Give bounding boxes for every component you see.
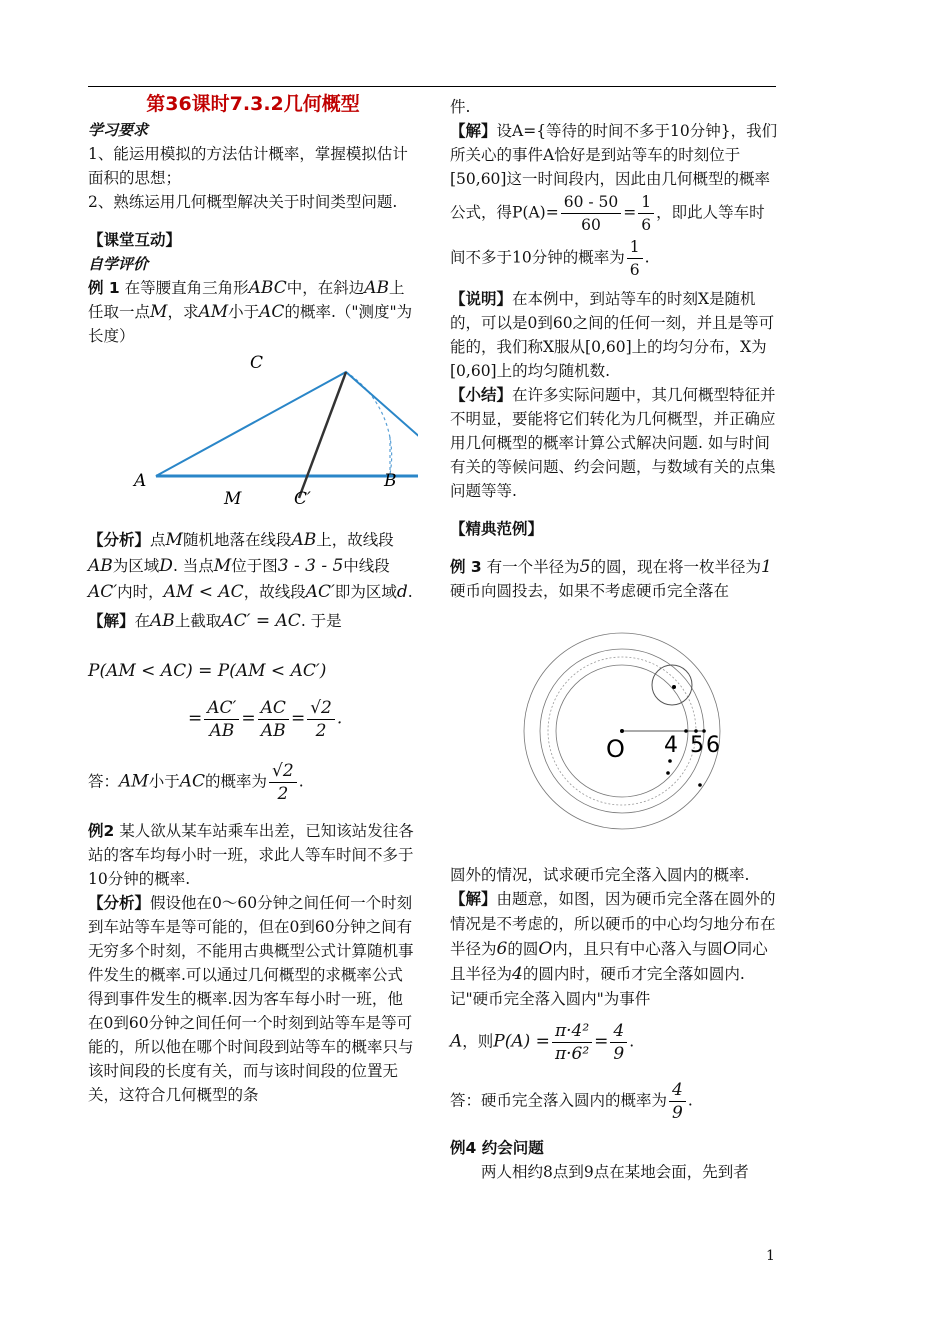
example-3: 例 3 有一个半径为5的圆，现在将一枚半径为1硬币向圆投去，如果不考虑硬币完全落在 — [450, 557, 772, 600]
solution-3: 【解】由题意，如图，因为硬币完全落在圆外的情况是不考虑的，所以硬币的中心均匀地分布在半径为6的圆O内，且只有中心落入与圆O同心且半径为4的圆内时，硬币才完全落如圆内. 记"硬币完全落入圆内"为事件 — [450, 890, 776, 1008]
header-rule — [88, 86, 776, 87]
analysis-2: 【分析】假设他在0～60分钟之间任何一个时刻到车站等车是等可能的，但在0到60分钟之间有无穷多个时刻，不能用古典概型公式计算随机事件发生的概率.可以通过几何概型的求概率公式得到事件发生的概率.因为客车每小时一班，他在0到60分钟之间任何一个时刻到站等车是等可能的，所以他在哪个时间段到站等车的概率只与该时间段的长度有关，而与该时间段的位置无关，这符合几何概型的条 — [88, 894, 414, 1104]
page-number: 1 — [766, 1248, 775, 1264]
note: 【说明】在本例中，到站等车的时刻X是随机的，可以是0到60之间的任何一刻，并且是等可能的，我们称X服从[0,60]上的均匀分布，X为[0,60]上的均匀随机数. — [450, 290, 775, 380]
solution-3-formula: A，则P(A) = $\frac{\text{π·4²}}{\text{π·6²}}$ = $\frac{4}{9}$ . — [450, 1021, 635, 1064]
requirements-heading: 学习要求 — [88, 121, 149, 139]
equation-2: = $\frac{AC'}{AB}$ = $\frac{AC}{AB}$ = $\frac{√2}{2}$ . — [188, 698, 343, 741]
solution-2: 【解】设A={等待的时间不多于10分钟}，我们所关心的事件A恰好是到站等车的时刻位于[50,60]这一时间段内，因此由几何概型的概率公式，得P(A)= $\frac{60 - 50}{60}$ = $\frac{1}{6}$ ，即此人等车时间不多于10分钟的概率为 $\frac{1}{6}$ . — [450, 122, 778, 279]
label-5: 5 — [690, 733, 704, 758]
example-1: 例 1 在等腰直角三角形ABC中，在斜边AB上任取一点M，求AM小于AC的概率.（"测度"为长度） — [88, 278, 413, 345]
solution-1: 【解】在AB上截取AC′ = AC. 于是 — [88, 611, 342, 631]
label-4: 4 — [664, 733, 678, 758]
label-B: B — [384, 471, 397, 491]
answer-3: 答：硬币完全落入圆内的概率为 $\frac{4}{9}$ . — [450, 1080, 693, 1123]
example-2: 例2 某人欲从某车站乘车出差，已知该站发往各站的客车均每小时一班，求此人等车时间不多于10分钟的概率. — [88, 822, 414, 888]
answer-1: 答：AM小于AC的概率为 $\frac{√2}{2}$ . — [88, 761, 304, 804]
label-M: M — [224, 489, 242, 509]
requirement-1: 1、能运用模拟的方法估计概率，掌握模拟估计面积的思想； — [88, 145, 408, 187]
section-examples: 【精典范例】 — [450, 520, 544, 538]
continuation: 件. — [450, 98, 471, 116]
label-6: 6 — [706, 733, 720, 758]
requirement-2: 2、熟练运用几何概型解决关于时间类型问题. — [88, 193, 398, 211]
label-O: O — [606, 735, 625, 763]
example-3-cont: 圆外的情况，试求硬币完全落入圆内的概率. — [450, 866, 750, 884]
example-4-text: 两人相约8点到9点在某地会面，先到者 — [481, 1163, 749, 1181]
triangle-figure — [88, 352, 418, 527]
left-column — [88, 92, 418, 1107]
analysis-1: 【分析】点M随机地落在线段AB上，故线段AB为区域D. 当点M位于图3 - 3 - 5中线段AC′内时，AM < AC，故线段AC′即为区域d. — [88, 530, 413, 602]
self-eval-heading: 自学评价 — [88, 255, 149, 273]
label-C-prime: C′ — [294, 489, 311, 509]
right-column — [450, 92, 780, 1184]
equation-1: P(AM < AC) = P(AM < AC′) — [88, 661, 327, 681]
section-interaction: 【课堂互动】 — [88, 231, 182, 249]
summary: 【小结】在许多实际问题中，其几何概型特征并不明显，要能将它们转化为几何概型，并正确应用几何概型的概率计算公式解决问题. 如与时间有关的等候问题、约会问题，与数域有关的点集问题等等. — [450, 386, 776, 500]
circle-figure — [450, 607, 780, 857]
example-4: 例4 约会问题 — [450, 1139, 544, 1157]
page-title: 第36课时7.3.2几何概型 — [146, 93, 360, 115]
label-A: A — [134, 471, 147, 491]
label-C: C — [250, 353, 264, 373]
